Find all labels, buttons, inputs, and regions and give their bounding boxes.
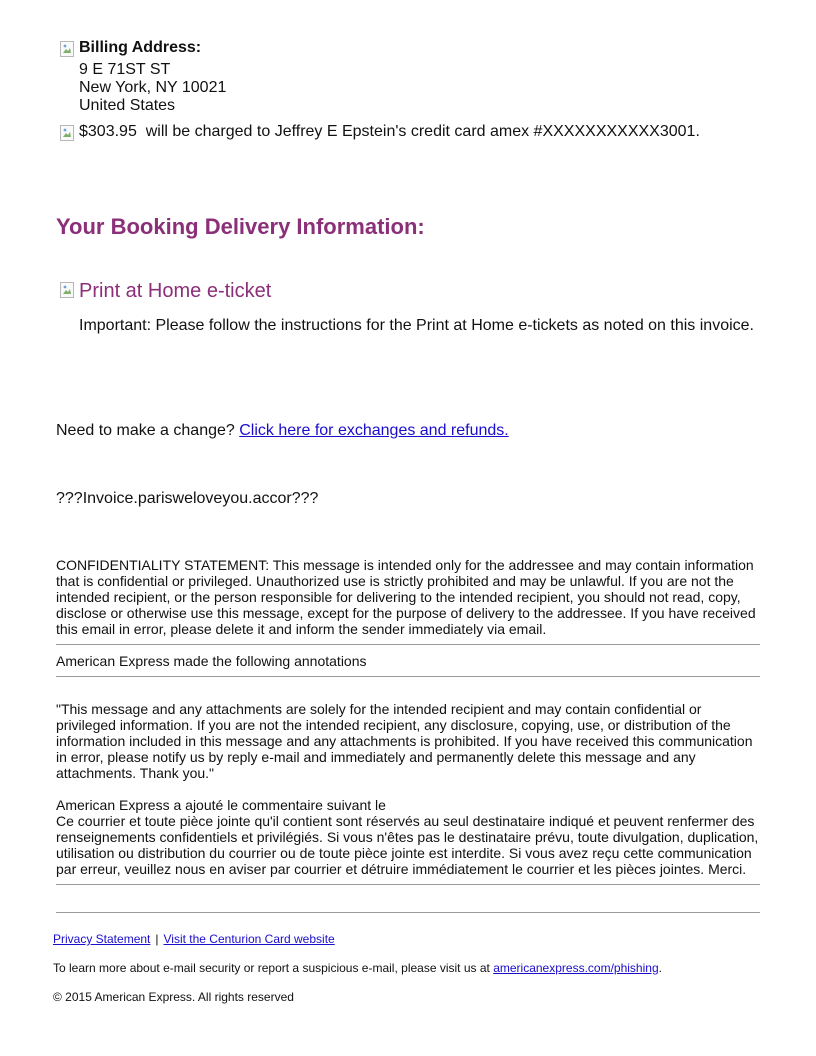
change-request-line	[56, 422, 509, 440]
phishing-report-link[interactable]: americanexpress.com/phishing	[493, 961, 659, 975]
divider	[56, 912, 760, 913]
copyright-notice: © 2015 American Express. All rights reserved	[53, 990, 294, 1004]
privacy-statement-link[interactable]: Privacy Statement	[53, 932, 151, 946]
broken-image-icon	[60, 125, 74, 141]
invoice-token: ???Invoice.parisweloveyou.accor???	[56, 490, 319, 507]
divider	[56, 676, 760, 677]
delivery-heading: Your Booking Delivery Information:	[56, 214, 425, 239]
delivery-method-title: Print at Home e-ticket	[79, 280, 272, 302]
security-text-end: .	[658, 961, 662, 975]
exchanges-refunds-link[interactable]: Click here for exchanges and refunds.	[239, 422, 509, 439]
disclaimer-french: Ce courrier et toute pièce jointe qu'il contient sont réservés au seul destinataire indiqué et peuvent renfermer des renseignements confidentiels et privilégiés. Si vous n'êtes pas le destinataire prévu, toute divulgation, duplication, utilisation ou distribution du courrier ou de toute pièce jointe est interdite. Si vous avez reçu cette communication par erreur, veuillez nous en aviser par courrier et détruire immédiatement le courrier et les pièces jointes. Merci.	[56, 813, 759, 877]
centurion-card-link[interactable]: Visit the Centurion Card website	[163, 932, 335, 946]
divider	[56, 884, 760, 885]
billing-address-street: 9 E 71ST ST	[79, 61, 171, 78]
security-text: To learn more about e-mail security or report a suspicious e-mail, please visit us at	[53, 961, 490, 975]
billing-address-label: Billing Address:	[79, 39, 202, 56]
delivery-instructions-note: Important: Please follow the instructions for the Print at Home e-tickets as noted on this invoice.	[79, 317, 754, 334]
confidentiality-statement: CONFIDENTIALITY STATEMENT: This message is intended only for the addressee and may contain information that is confidential or privileged. Unauthorized use is strictly prohibited and may be unlawful. If you are not the intended recipient, or the person responsible for delivering to the intended recipient, you should not read, copy, disclose or otherwise use this message, except for the purpose of delivery to the addressee. If you have received this email in error, please delete it and inform the sender immediately via email.	[56, 557, 756, 637]
footer-security-notice	[53, 961, 662, 976]
annotation-label: American Express made the following annotations	[56, 653, 367, 669]
billing-address-country: United States	[79, 97, 176, 114]
french-annotation-label: American Express a ajouté le commentaire suivant le	[56, 797, 386, 813]
footer-separator: |	[155, 932, 159, 946]
charge-statement: $303.95 will be charged to Jeffrey E Epstein's credit card amex #XXXXXXXXXXX3001.	[79, 123, 700, 140]
broken-image-icon	[60, 41, 74, 57]
divider	[56, 644, 760, 645]
footer-links	[53, 932, 335, 947]
broken-image-icon	[60, 282, 74, 298]
disclaimer-english: "This message and any attachments are solely for the intended recipient and may contain confidential or privileged information. If you are not the intended recipient, any disclosure, copying, use, or distribution of the information included in this message and any attachments is prohibited. If you have received this communication in error, please notify us by reply e-mail and immediately and permanently delete this message and any attachments. Thank you."	[56, 701, 753, 781]
change-prompt: Need to make a change?	[56, 422, 235, 439]
billing-address-city: New York, NY 10021	[79, 79, 227, 96]
